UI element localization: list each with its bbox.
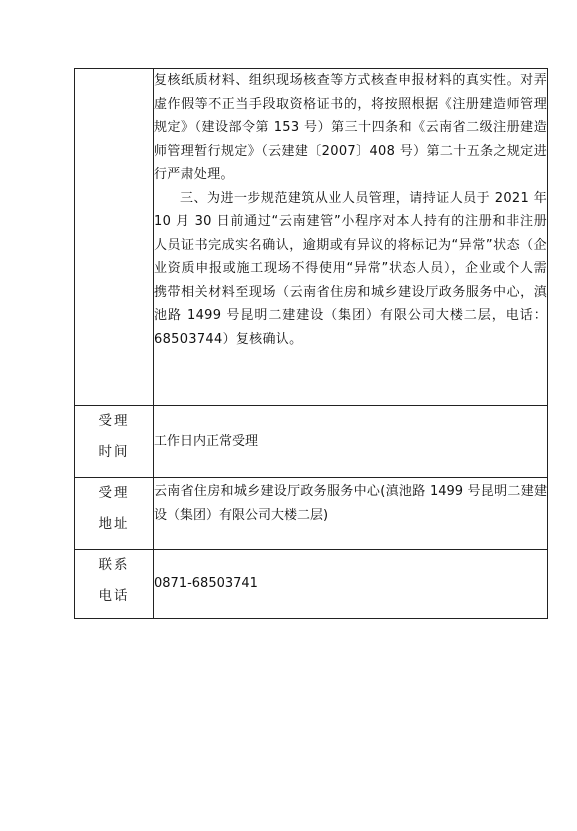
notice-body-content-cell	[154, 69, 548, 406]
acceptance-time-label-line2: 时间	[98, 444, 130, 460]
acceptance-time-value: 工作日内正常受理	[154, 433, 259, 449]
acceptance-address-row	[75, 478, 548, 550]
notice-body-label-cell	[75, 69, 154, 406]
acceptance-address-label-line1: 受理	[98, 485, 130, 501]
acceptance-time-row	[75, 406, 548, 478]
notice-body-row	[75, 69, 548, 406]
contact-phone-value: 0871-68503741	[154, 576, 258, 592]
acceptance-address-value-cell	[154, 478, 548, 550]
notice-paragraph-verification: 复核纸质材料、组织现场核查等方式核查申报材料的真实性。对弄虚作假等不正当手段取资格证书的，将按照根据《注册建造师管理规定》（建设部令第 153 号）第三十四条和《云南省二级注册建造师管理暂行规定》（云建建〔2007〕408 号）第二十五条之规定进行严肃处理。	[154, 73, 547, 182]
notice-info-table	[74, 68, 548, 619]
contact-phone-value-cell	[154, 550, 548, 619]
contact-phone-row	[75, 550, 548, 619]
contact-phone-label-line2: 电话	[98, 588, 130, 604]
acceptance-time-value-cell	[154, 406, 548, 478]
acceptance-time-label-cell	[75, 406, 154, 478]
acceptance-address-value: 云南省住房和城乡建设厅政务服务中心(滇池路 1499 号昆明二建建设（集团）有限公司大楼二层)	[154, 484, 547, 523]
acceptance-address-label-cell	[75, 478, 154, 550]
contact-phone-label-cell	[75, 550, 154, 619]
acceptance-time-label-line1: 受理	[98, 413, 130, 429]
notice-paragraph-real-name-confirmation: 三、为进一步规范建筑从业人员管理，请持证人员于 2021 年 10 月 30 日前通过“云南建管”小程序对本人持有的注册和非注册人员证书完成实名确认，逾期或有异议的将标记为“异常”状态（企业资质申报或施工现场不得使用“异常”状态人员），企业或个人需携带相关材料至现场（云南省住房和城乡建设厅政务服务中心，滇池路 1499 号昆明二建建设（集团）有限公司大楼二层，电话：68503744）复核确认。	[154, 190, 547, 347]
contact-phone-label-line1: 联系	[98, 557, 130, 573]
acceptance-address-label-line2: 地址	[98, 516, 130, 532]
